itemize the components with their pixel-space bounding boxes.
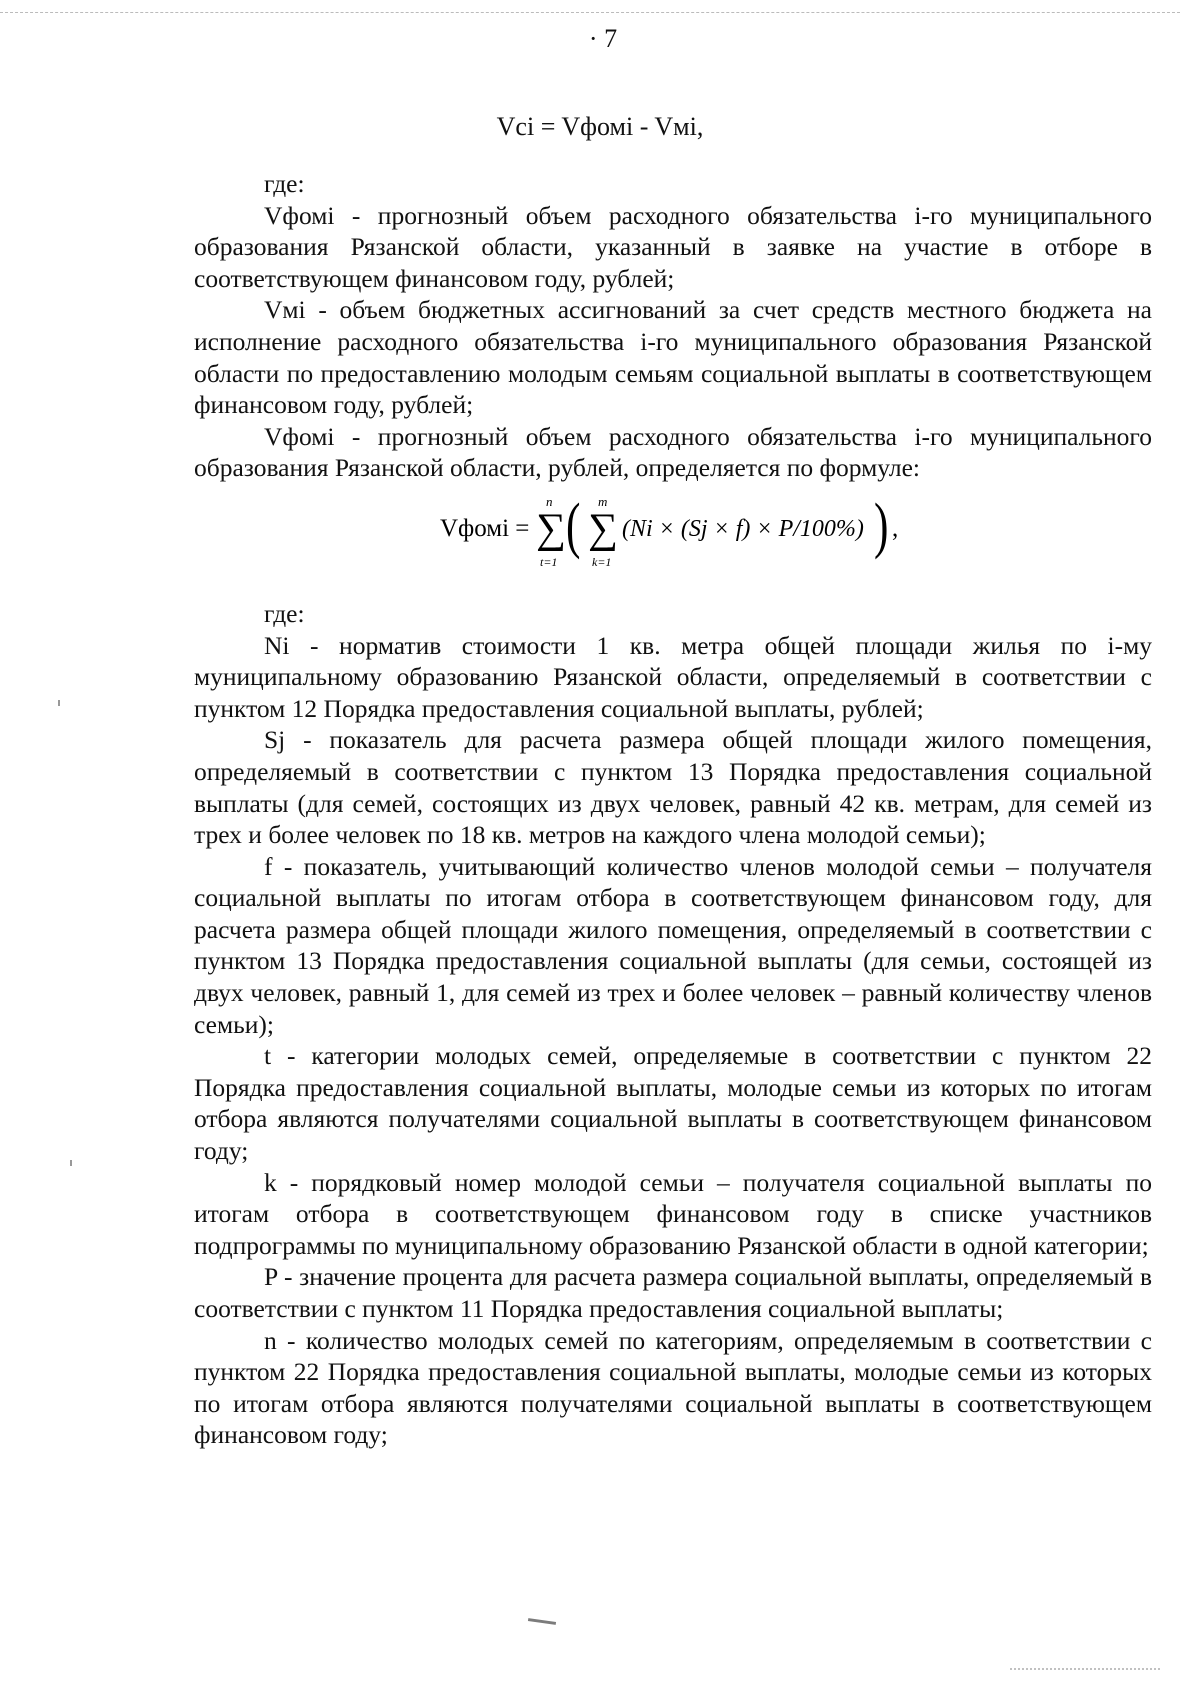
scan-smudge (528, 1618, 556, 1625)
outer-sum-upper: n (546, 493, 553, 509)
scan-margin-mark (58, 700, 60, 706)
definition-f: f - показатель, учитывающий количество членов молодой семьи – получателя социальной выплаты по итогам отбора в соответствующем финансовом году, для расчета размера общей площади жилого помещения, определяемый в соответствии с пунктом 13 Порядка предоставления социальной выплаты (для семьи, состоящей из двух человек, равный 1, для семей из трех и более человек – равный количеству членов семьи); (194, 851, 1152, 1039)
inner-sum-upper: m (598, 493, 608, 509)
definition-n: n - количество молодых семей по категориям, определяемым в соответствии с пунктом 22 Порядка предоставления социальной выплаты, молодые семьи из которых по итогам отбора являются получателями социальной выплаты в соответствующем финансовом году; (194, 1325, 1152, 1450)
definition-ni: Ni - норматив стоимости 1 кв. метра общей площади жилья по i-му муниципальному образованию Рязанской области, определяемый в соответствии с пунктом 12 Порядка предоставления социальной выплаты, рублей; (194, 630, 1152, 723)
formula-vci: Vci = Vфомi - Vмi, (496, 112, 704, 141)
sum-formula-graphic (440, 486, 920, 572)
definition-vmi: Vмi - объем бюджетных ассигнований за счет средств местного бюджета на исполнение расходного обязательства i-го муниципального образования Рязанской области по предоставлению молодым семьям социальной выплаты в соответствующем финансовом году, рублей; (194, 295, 1152, 420)
definition-t: t - категории молодых семей, определяемые в соответствии с пунктом 22 Порядка предоставления социальной выплаты, молодые семьи из которых по итогам отбора являются получателями социальной выплаты в соответствующем финансовом году; (194, 1041, 1152, 1166)
document-body (194, 168, 1152, 1451)
sum-formula-body: (Ni × (Sj × f) × P/100%) (622, 515, 864, 542)
outer-paren-right: ) (874, 490, 889, 560)
definition-vfomi-formula-intro: Vфомi - прогнозный объем расходного обязательства i-го муниципального образования Рязанской области, рублей, определяется по формуле: (194, 421, 1152, 483)
outer-sum-lower: t=1 (540, 554, 558, 569)
definition-k: k - порядковый номер молодой семьи – получателя социальной выплаты по итогам отбора в соответствующем финансовом году в списке участников подпрограммы по муниципальному образованию Рязанской области в одной категории; (194, 1167, 1152, 1260)
scan-stamp-trace (1010, 1668, 1160, 1688)
inner-sum-lower: k=1 (592, 554, 612, 569)
where-label-2: где: (264, 598, 305, 628)
page-number: · 7 (588, 24, 618, 53)
where-label: где: (264, 169, 305, 198)
outer-paren-left: ( (566, 490, 581, 560)
definition-p: P - значение процента для расчета размера социальной выплаты, определяемый в соответствии с пунктом 11 Порядка предоставления социальной выплаты; (194, 1262, 1152, 1323)
scan-margin-mark (70, 1160, 72, 1166)
definition-sj: Sj - показатель для расчета размера общей площади жилого помещения, определяемый в соответствии с пунктом 13 Порядка предоставления социальной выплаты (для семей, состоящих из двух человек, равный 42 кв. метрам, для семей из трех и более человек по 18 кв. метров на каждого члена молодой семьи); (194, 725, 1152, 850)
outer-sum-sigma: ∑ (536, 505, 566, 552)
scan-border-line (0, 12, 1180, 14)
sum-formula-tail: , (892, 514, 899, 542)
sum-formula-lhs: Vфомi = (440, 514, 530, 542)
definition-vfomi: Vфомi - прогнозный объем расходного обязательства i-го муниципального образования Рязанской области, указанный в заявке на участие в отборе в соответствующем финансовом году, рублей; (194, 200, 1152, 293)
inner-sum-sigma: ∑ (588, 505, 618, 552)
sum-formula (194, 486, 1152, 572)
